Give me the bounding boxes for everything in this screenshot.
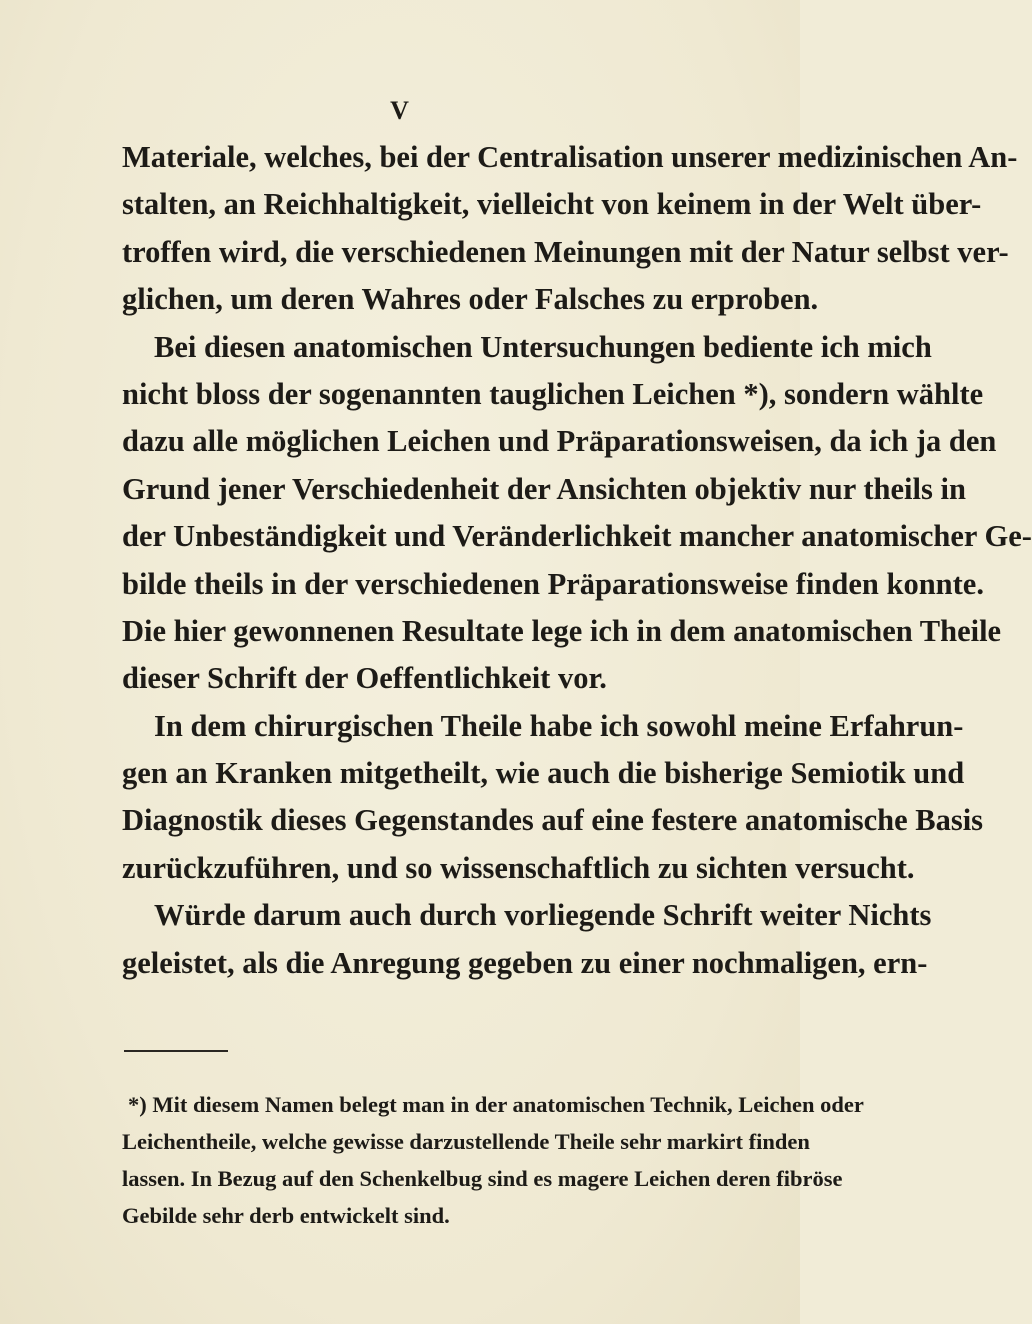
footnote-divider (124, 1050, 228, 1052)
text-line: nicht bloss der sogenannten tauglichen Leichen *), sondern wählte (122, 376, 984, 411)
text-line: troffen wird, die verschiedenen Meinungen mit der Natur selbst ver- (122, 234, 1009, 269)
text-line: Würde darum auch durch vorliegende Schrift weiter Nichts (154, 898, 932, 933)
text-line: dazu alle möglichen Leichen und Präparationsweisen, da ich ja den (122, 424, 997, 459)
text-line: geleistet, als die Anregung gegeben zu einer nochmaligen, ern- (122, 945, 928, 980)
text-line: stalten, an Reichhaltigkeit, vielleicht von keinem in der Welt über- (122, 187, 982, 222)
footnote-line: lassen. In Bezug auf den Schenkelbug sind es magere Leichen deren fibröse (122, 1166, 843, 1191)
text-line: Grund jener Verschiedenheit der Ansichten objektiv nur theils in (122, 471, 966, 506)
text-line: der Unbeständigkeit und Veränderlichkeit mancher anatomischer Ge- (122, 519, 1032, 554)
main-text (122, 134, 1032, 987)
text-line: Materiale, welches, bei der Centralisation unserer medizinischen An- (122, 140, 1018, 174)
footnote-line: Gebilde sehr derb entwickelt sind. (122, 1203, 450, 1228)
text-line: Diagnostik dieses Gegenstandes auf eine festere anatomische Basis (122, 803, 984, 838)
text-line: Die hier gewonnenen Resultate lege ich in dem anatomischen Theile (122, 613, 1002, 648)
footnote-line: Leichentheile, welche gewisse darzustellende Theile sehr markirt finden (122, 1129, 810, 1154)
text-line: Bei diesen anatomischen Untersuchungen bediente ich mich (154, 329, 932, 364)
text-line: glichen, um deren Wahres oder Falsches zu erproben. (122, 282, 819, 317)
page-number: V (390, 96, 410, 125)
footnote-line: *) Mit diesem Namen belegt man in der anatomischen Technik, Leichen oder (128, 1092, 864, 1117)
text-line: zurückzuführen, und so wissenschaftlich zu sichten versucht. (122, 850, 915, 885)
text-line: In dem chirurgischen Theile habe ich sowohl meine Erfahrun- (154, 708, 964, 743)
text-line: gen an Kranken mitgetheilt, wie auch die bisherige Semiotik und (122, 756, 965, 791)
text-line: dieser Schrift der Oeffentlichkeit vor. (122, 661, 607, 696)
text-line: bilde theils in der verschiedenen Präparationsweise finden konnte. (122, 566, 984, 601)
footnote (122, 1086, 864, 1234)
